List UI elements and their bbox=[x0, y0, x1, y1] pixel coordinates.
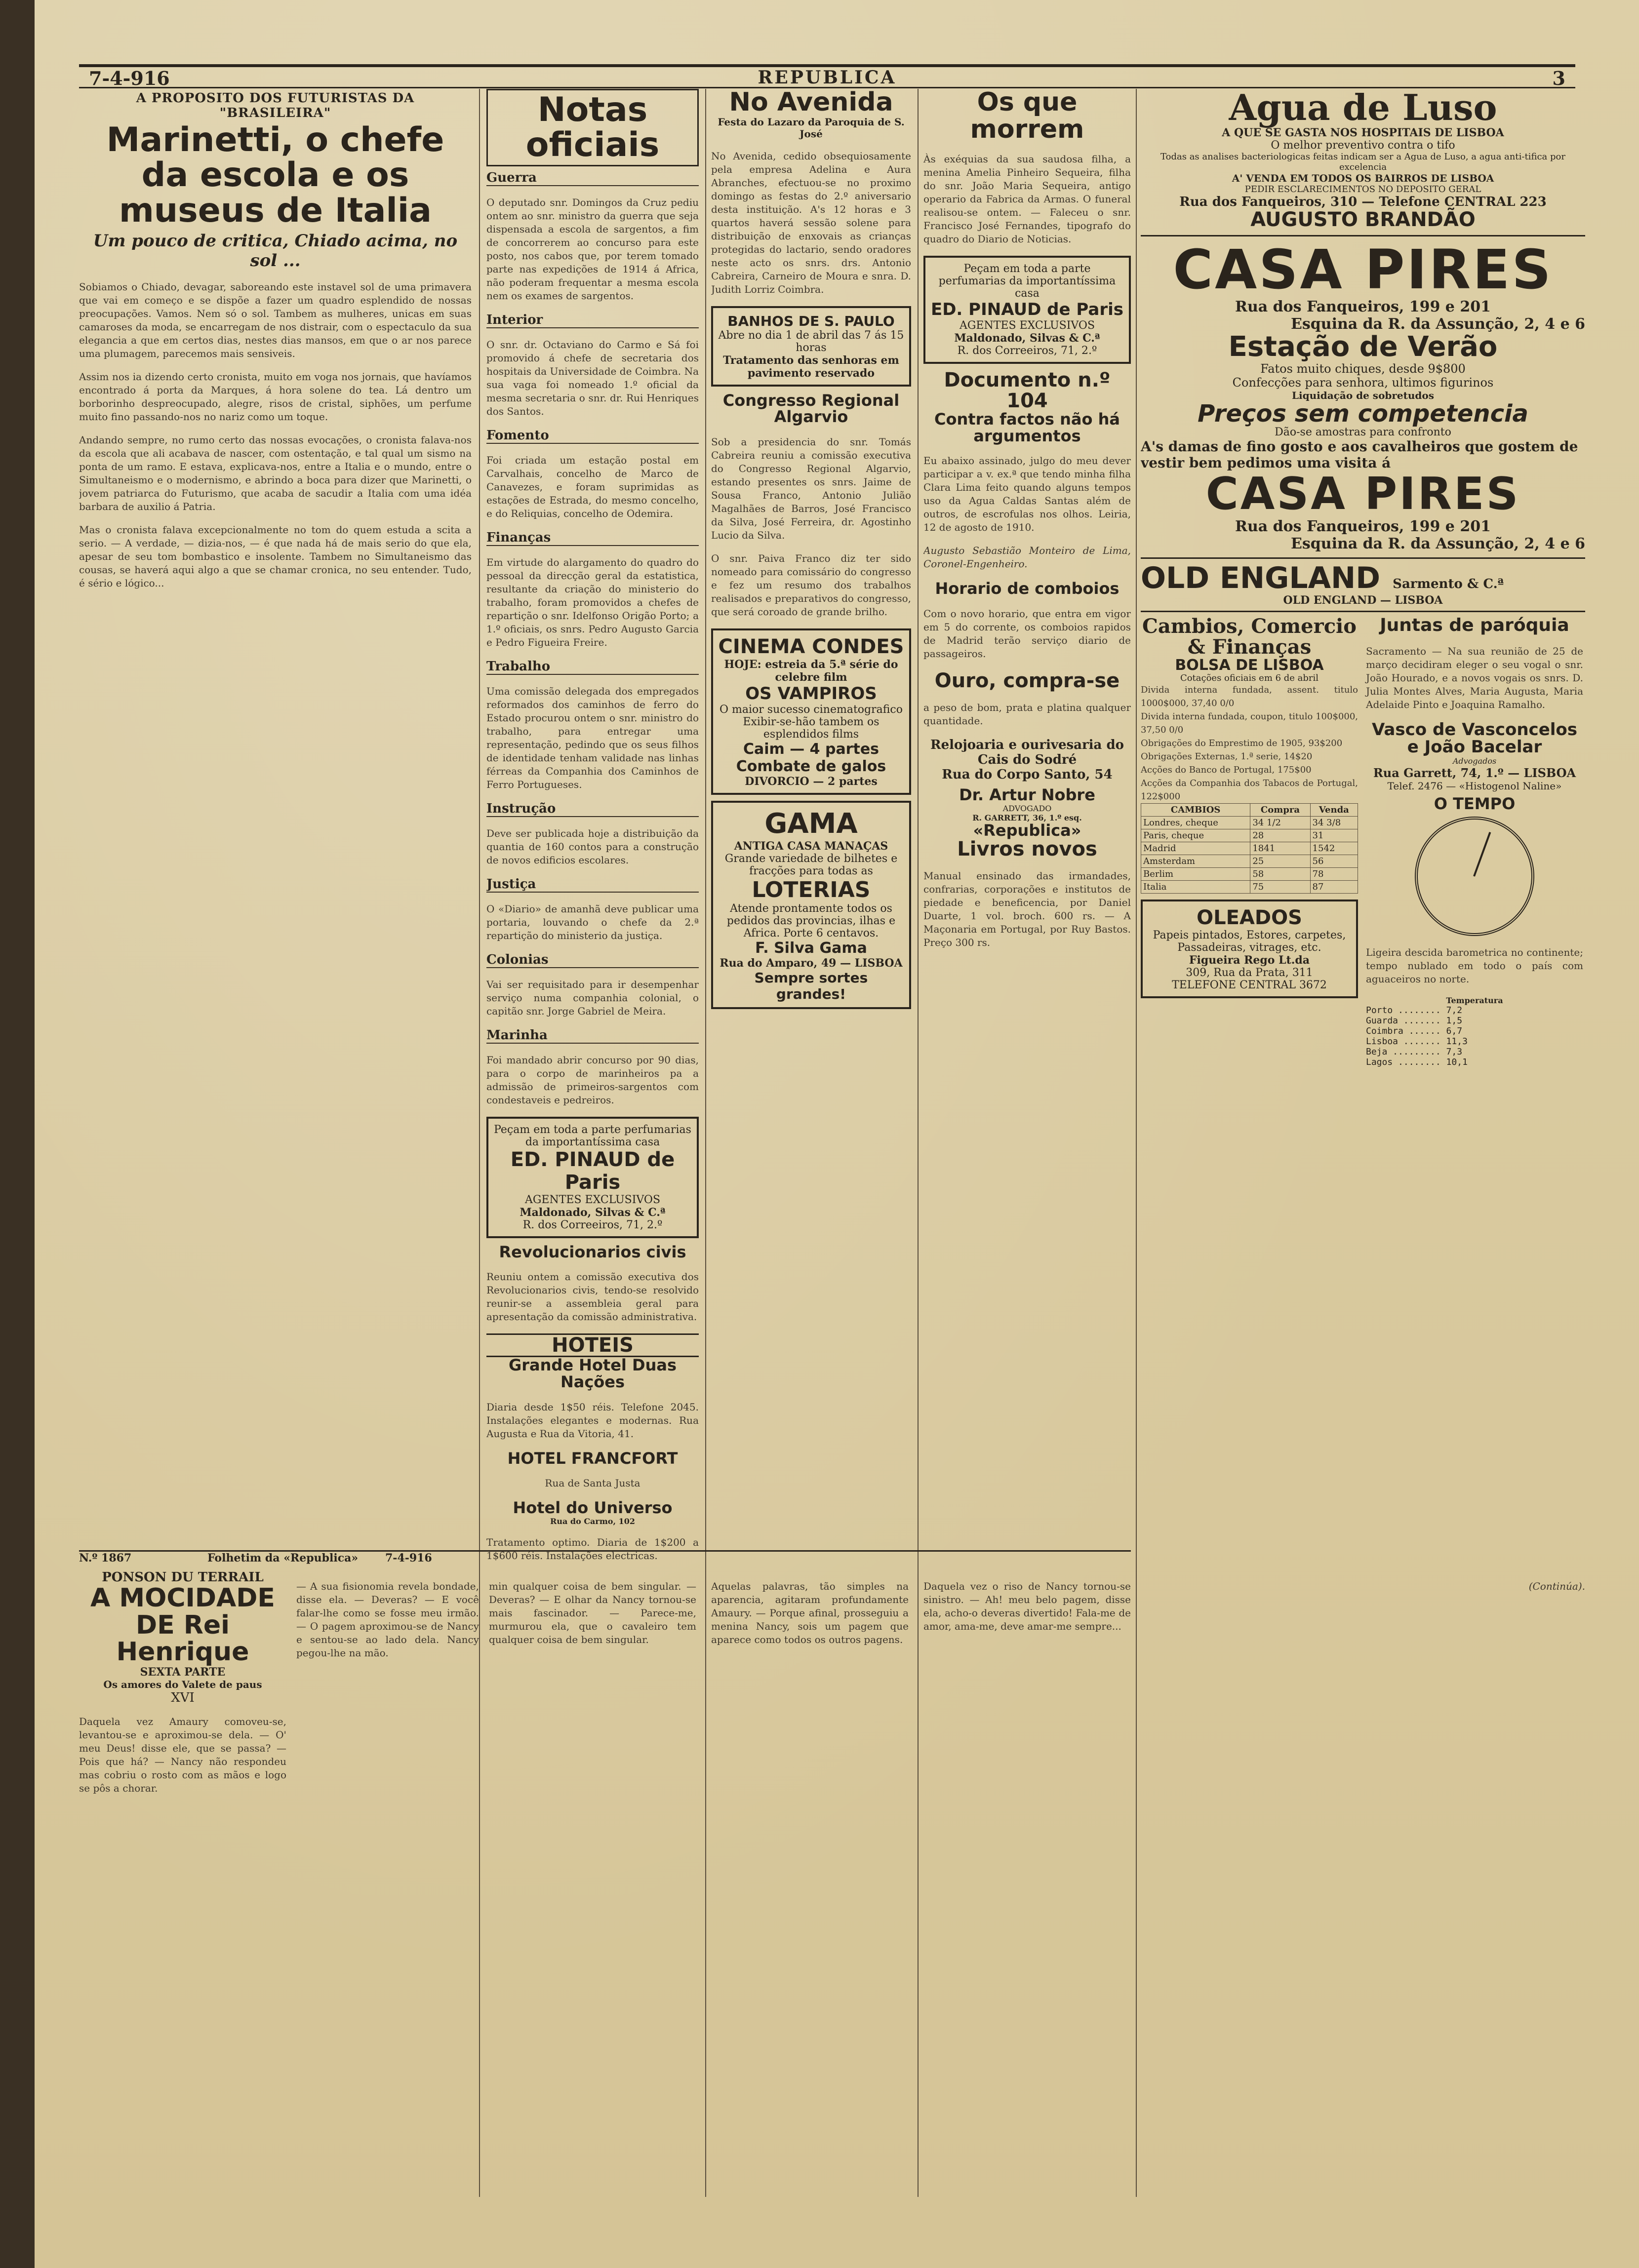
oleados-ad bbox=[1141, 899, 1358, 998]
pinaud-line: Maldonado, Silvas & C.ª bbox=[954, 332, 1100, 345]
gama-loterias: LOTERIAS bbox=[752, 877, 871, 902]
rates-row bbox=[1141, 817, 1358, 829]
pinaud-line: AGENTES EXCLUSIVOS bbox=[959, 319, 1095, 332]
serial-col-2 bbox=[296, 1570, 479, 2187]
serial-col-6 bbox=[1348, 1570, 1585, 2187]
luso-line: Todas as analises bacteriologicas feitas indicam ser a Agua de Luso, a agua anti-tifica por excelencia bbox=[1160, 151, 1565, 172]
rates-row bbox=[1141, 881, 1358, 894]
pinaud-ad bbox=[486, 1117, 699, 1238]
pires-line: Liquidação de sobretudos bbox=[1291, 389, 1435, 401]
luso-ad bbox=[1141, 89, 1585, 236]
oleados-line: 309, Rua da Prata, 311 bbox=[1186, 967, 1313, 979]
vasco-telephone: Telef. 2476 — «Histogenol Naline» bbox=[1387, 780, 1562, 792]
gama-signature: F. Silva Gama bbox=[755, 939, 867, 957]
rates-row bbox=[1141, 829, 1358, 842]
article-paragraph: Andando sempre, no rumo certo das nossas evocações, o cronista falava-nos da escola que ali acabava de nascer, com ostentação, e tal qual um sismo na ponta de um ramo. E estava, explicava-nos, entre a Italia e o mundo, entre o Simultaneismo e o modernismo, e abrindo a boca para dizer que Marinetti, o jovem patriarca do Futurismo, que acaba de sacudir a Italia com uma idéa barbara de auxilio á Patria. bbox=[79, 434, 472, 513]
notas-section-title: Interior bbox=[486, 313, 699, 328]
strip-number: N.º 1867 bbox=[79, 1552, 132, 1564]
rates-cell: 56 bbox=[1310, 855, 1358, 868]
bolsa-title: BOLSA DE LISBOA bbox=[1175, 656, 1324, 674]
oleados-line: Papeis pintados, Estores, carpetes, Passadeiras, vitrages, etc. bbox=[1153, 929, 1346, 954]
column-avenida bbox=[711, 89, 911, 1669]
luso-line: AUGUSTO BRANDÃO bbox=[1250, 208, 1476, 231]
cinema-line: Exibir-se-hão tambem os esplendidos films bbox=[743, 715, 879, 741]
gama-address: Rua do Amparo, 49 — LISBOA bbox=[720, 956, 903, 970]
pires-title-2: CASA PIRES bbox=[1205, 468, 1520, 520]
cambios-block bbox=[1141, 616, 1358, 1067]
gama-slogan: Sempre sortes grandes! bbox=[754, 969, 868, 1002]
article-kicker: A PROPOSITO DOS FUTURISTAS DA "BRASILEIRA" bbox=[136, 91, 415, 120]
rates-row bbox=[1141, 855, 1358, 868]
hotel-subtitle: Rua do Carmo, 102 bbox=[550, 1516, 635, 1526]
nobre-subtitle: ADVOGADO bbox=[1002, 803, 1052, 813]
rates-cell: 75 bbox=[1250, 881, 1310, 894]
pires-address: Esquina da R. da Assunção, 2, 4 e 6 bbox=[1291, 535, 1585, 552]
serial-paragraph: min qualquer coisa de bem singular. — Deveras? — E olhar da Nancy tornou-se mais fascinador. — Parece-me, murmurou ela, que o cavaleiro tem qualquer coisa de bem singular. bbox=[489, 1580, 696, 1645]
serial-continues: (Continúa). bbox=[1528, 1580, 1585, 1592]
notas-section-text: Vai ser requisitado para ir desempenhar serviço numa companhia colonial, o capitão snr. Jorge Gabriel de Meira. bbox=[486, 978, 699, 1017]
cinema-line: O maior sucesso cinematografico bbox=[720, 703, 903, 716]
rates-cell: 31 bbox=[1310, 829, 1358, 842]
congresso-title: Congresso Regional Algarvio bbox=[722, 391, 900, 427]
pires-pitch: A's damas de fino gosto e aos cavalheiros que gostem de vestir bem pedimos uma visita á bbox=[1141, 438, 1578, 471]
luso-subtitle: A QUE SE GASTA NOS HOSPITAIS DE LISBOA bbox=[1222, 126, 1504, 139]
pires-address: Esquina da R. da Assunção, 2, 4 e 6 bbox=[1291, 315, 1585, 333]
temperature-rows bbox=[1366, 1005, 1583, 1067]
hotel-text: Diaria desde 1$50 réis. Telefone 2045. Instalações elegantes e modernas. Rua Augusta e Rua da Vitoria, 41. bbox=[486, 1401, 699, 1440]
column-notas-oficiais bbox=[486, 89, 699, 1669]
rates-cell: Madrid bbox=[1141, 842, 1250, 855]
oleados-line: Figueira Rego Lt.da bbox=[1189, 954, 1310, 967]
temperature-row: Lagos ........ 10,1 bbox=[1366, 1056, 1468, 1067]
livros-title: Livros novos bbox=[957, 838, 1097, 861]
serial-paragraph: Aquelas palavras, tão simples na aparencia, agitaram profundamente Amaury. — Porque afinal, prosseguiu a menina Nancy, sois um pagem que aparece como todos os outros pagens. bbox=[711, 1580, 909, 1645]
nobre-address: R. GARRETT, 36, 1.º esq. bbox=[972, 813, 1082, 822]
notas-section-title: Colonias bbox=[486, 952, 699, 968]
temperature-row: Guarda ....... 1,5 bbox=[1366, 1015, 1463, 1026]
cinema-title: CINEMA CONDES bbox=[718, 635, 904, 658]
gama-title: GAMA bbox=[764, 807, 858, 840]
ouro-text: a peso de bom, prata e platina qualquer quantidade. bbox=[923, 701, 1131, 727]
bolsa-lines bbox=[1141, 683, 1358, 803]
temperature-row: Coimbra ...... 6,7 bbox=[1366, 1025, 1463, 1036]
pinaud-line: R. dos Correeiros, 71, 2.º bbox=[957, 345, 1097, 357]
banhos-line: Abre no dia 1 de abril das 7 ás 15 horas bbox=[718, 329, 904, 354]
notas-section-title: Instrução bbox=[486, 801, 699, 817]
rates-cell: Berlim bbox=[1141, 868, 1250, 881]
rates-cell: Londres, cheque bbox=[1141, 817, 1250, 829]
rates-row bbox=[1141, 868, 1358, 881]
oleados-title: OLEADOS bbox=[1197, 906, 1302, 930]
masthead-date: 7-4-916 bbox=[89, 67, 170, 89]
notas-section-text: O snr. dr. Octaviano do Carmo e Sá foi promovido á chefe de secretaria dos hospitais da Universidade de Coimbra. Na sua vaga foi nomeado 1.º oficial da mesma secretaria o snr. dr. Rui Henriques dos Santos. bbox=[486, 338, 699, 417]
luso-line: PEDIR ESCLARECIMENTOS NO DEPOSITO GERAL bbox=[1244, 184, 1481, 195]
pinaud-title: ED. PINAUD de Paris bbox=[930, 300, 1123, 320]
juntas-block bbox=[1366, 616, 1583, 1067]
notas-section-title: Finanças bbox=[486, 530, 699, 546]
serial-title: A MOCIDADE DE Rei Henrique bbox=[90, 1583, 275, 1667]
avenida-text: No Avenida, cedido obsequiosamente pela empresa Adelina e Aura Abranches, efectuou-se no proximo domingo as festas do 2.º aniversario desta instituição. A's 12 horas e 3 quartos haverá sessão solene para distribuição de enxovais as crianças protegidas do lactario, sendo oradores neste acto os snrs. drs. Antonio Cabreira, Carneiro de Moura e snra. D. Judith Lorriz Coimbra. bbox=[711, 150, 911, 295]
pires-title: CASA PIRES bbox=[1173, 237, 1553, 301]
documento-title: Documento n.º 104 bbox=[944, 369, 1111, 413]
luso-title: Agua de Luso bbox=[1229, 89, 1497, 128]
barometer-needle bbox=[1473, 832, 1491, 877]
bolsa-line: Divida interna fundada, assent. titulo 1000$000, 37,40 0/0 bbox=[1141, 685, 1358, 709]
nobre-title: Dr. Artur Nobre bbox=[959, 785, 1095, 804]
notas-section-text: Foi criada um estação postal em Carvalhais, concelho de Marco de Canavezes, e foram suprimidas as estações de Estrada, do mesmo concelho, e do Reliquias, concelho de Odemira. bbox=[486, 454, 699, 519]
barometer-dial-icon bbox=[1415, 817, 1534, 936]
masthead-title: REPUBLICA bbox=[758, 67, 897, 88]
column-rule bbox=[479, 89, 480, 2197]
rates-cell: 1542 bbox=[1310, 842, 1358, 855]
pires-season: Estação de Verão bbox=[1228, 331, 1498, 363]
pinaud-line: Peçam em toda a parte perfumarias da importantíssima casa bbox=[494, 1123, 691, 1148]
oleados-line: TELEFONE CENTRAL 3672 bbox=[1172, 979, 1327, 992]
notas-section-title: Marinha bbox=[486, 1028, 699, 1044]
hoteis-banner: HOTEIS bbox=[486, 1333, 699, 1357]
horario-text: Com o novo horario, que entra em vigor em 5 do corrente, os comboios rapidos de Madrid terão serviço diario de passageiros. bbox=[923, 607, 1131, 660]
pires-slogan: Preços sem competencia bbox=[1198, 399, 1528, 428]
article-paragraph: Assim nos ia dizendo certo cronista, muito em voga nos jornais, que havíamos encontrado á porta da Marques, á hora solene do tea. Lá dentro um borborinho despreocupado, alegre, risos de cristal, siphões, um perfume muito fino passando-nos no nariz como um toque. bbox=[79, 371, 472, 423]
juntas-text: Sacramento — Na sua reunião de 25 de março decidiram eleger o seu vogal o snr. João Hourado, e a novos vogais os snrs. D. Julia Montes Alves, Maria Augusta, Maria Adelaide Pinto e Joaquina Ramalho. bbox=[1366, 645, 1583, 710]
strip-title: Folhetim da «Republica» bbox=[207, 1552, 359, 1564]
luso-line: A' VENDA EM TODOS OS BAIRROS DE LISBOA bbox=[1232, 172, 1494, 184]
avenida-subhead: Festa do Lazaro da Paroquia de S. José bbox=[718, 116, 905, 140]
hotel-text: Tratamento optimo. Diaria de 1$200 a 1$600 réis. Instalações electricas. bbox=[486, 1536, 699, 1562]
gama-text: Grande variedade de bilhetes e fracções para todas as bbox=[724, 852, 898, 877]
serial-col-1 bbox=[79, 1570, 286, 2187]
bolsa-line: Acções da Companhia dos Tabacos de Portugal, 122$000 bbox=[1141, 778, 1358, 802]
notas-section-text: Uma comissão delegada dos empregados reformados dos caminhos de ferro do Estado procurou ontem o snr. ministro do trabalho, para entregar uma representação, pedindo que os seus filhos de identidade tenham validade nas linhas férreas da Companhia dos Caminhos de Ferro Portugueses. bbox=[486, 685, 699, 790]
serial-chapter: XVI bbox=[171, 1690, 195, 1705]
republica-notice: «Republica» bbox=[973, 821, 1081, 840]
article-paragraph: Mas o cronista falava excepcionalmente no tom do quem estuda a scita a serio. — A verdade, — dizia-nos, — é que nada há de mais serio do que ela, apesar de seu tom bombastico e insolente. Tambem no Simultaneismo das cousas, se haverá aqui algo a que se chamar cronica, no seu entender. Tudo, é sério e lógico... bbox=[79, 524, 472, 589]
rates-cell: 34 3/8 bbox=[1310, 817, 1358, 829]
column-obituaries bbox=[923, 89, 1131, 1669]
hotel-text: Rua de Santa Justa bbox=[545, 1477, 640, 1489]
casa-pires-ad bbox=[1141, 236, 1585, 559]
masthead bbox=[79, 64, 1575, 88]
vasco-subtitle: Advogados bbox=[1452, 756, 1497, 766]
column-futurists bbox=[79, 89, 472, 1570]
pinaud-title: ED. PINAUD de Paris bbox=[510, 1148, 675, 1194]
strip-date: 7-4-916 bbox=[385, 1552, 432, 1564]
article-paragraph: Sobiamos o Chiado, devagar, saboreando este instavel sol de uma primavera que vai em começo e se dispõe a fazer um quadro esplendido de nossas preocupações. Vamos. Nem só o sol. Tambem as mulheres, unicas em suas camaroses da moda, se encarregam de nos distrair, com o espectaculo da sua elegancia a que em certos dias, nestes dias mansos, em que o ar nos parece uma plumagem, parecemos mais sensiveis. bbox=[79, 281, 472, 360]
binding-edge bbox=[0, 0, 35, 2268]
notas-section-text: Foi mandado abrir concurso por 90 dias, para o corpo de marinheiros pa a admissão de primeiros-sargentos com condestaveis e pedreiros. bbox=[486, 1054, 699, 1106]
livros-text: Manual ensinado das irmandades, confrarias, corporações e institutos de piedade e beneficencia, por Daniel Duarte, 1 vol. broch. 600 rs. — A Maçonaria em Portugal, por Ruy Bastos. Preço 300 rs. bbox=[923, 870, 1131, 949]
serial-part: SEXTA PARTE bbox=[140, 1665, 226, 1679]
documento-subtitle: Contra factos não há argumentos bbox=[934, 410, 1120, 445]
documento-text: Eu abaixo assinado, julgo do meu dever participar a v. ex.ª que tendo minha filha Clara Lima feito quando alguns tempos uso da Agua Caldas Santas além de outros, de escrofulas nos olhos. Leiria, 12 de agosto de 1910. bbox=[923, 455, 1131, 534]
rates-body bbox=[1141, 817, 1358, 894]
serial-paragraph: — A sua fisionomia revela bondade, disse ela. — Deveras? — E você falar-lhe como se fosse meu irmão. — O pagem aproximou-se de Nancy e sentou-se ao lado dela. Nancy pegou-lhe na mão. bbox=[296, 1580, 479, 1659]
serial-col-4 bbox=[711, 1570, 909, 2187]
gama-ad bbox=[711, 801, 911, 1009]
cambios-title: Cambios, Comercio & Finanças bbox=[1142, 614, 1357, 659]
pinaud-ad bbox=[923, 256, 1131, 364]
notas-section-title: Justiça bbox=[486, 877, 699, 893]
rates-header-cell: CAMBIOS bbox=[1141, 804, 1250, 817]
revolucionarios-title: Revolucionarios civis bbox=[499, 1242, 686, 1261]
column-ads bbox=[1141, 89, 1585, 1669]
column-rule bbox=[705, 89, 706, 2197]
luso-line: O melhor preventivo contra o tifo bbox=[1271, 139, 1455, 152]
serial-paragraph: Daquela vez o riso de Nancy tornou-se sinistro. — Ah! meu belo pagem, disse ela, acho-o deveras divertido! Fala-me de amor, ama-me, deve amar-me sempre... bbox=[923, 1580, 1131, 1632]
gama-text: Atende prontamente todos os pedidos das provincias, ilhas e Africa. Porte 6 centavos. bbox=[726, 902, 896, 939]
rates-row bbox=[1141, 842, 1358, 855]
rates-header bbox=[1141, 804, 1358, 817]
notas-section-title: Fomento bbox=[486, 428, 699, 444]
rates-cell: 87 bbox=[1310, 881, 1358, 894]
horario-title: Horario de comboios bbox=[935, 579, 1119, 598]
rates-cell: 58 bbox=[1250, 868, 1310, 881]
luso-line: Rua dos Fanqueiros, 310 — Telefone CENTRAL 223 bbox=[1179, 194, 1547, 209]
banhos-line: Tratamento das senhoras em pavimento reservado bbox=[723, 353, 899, 380]
rates-header-cell: Compra bbox=[1250, 804, 1310, 817]
folhetim-strip bbox=[79, 1550, 1131, 1566]
ouro-title: Ouro, compra-se bbox=[934, 669, 1120, 692]
pires-address: Rua dos Fanqueiros, 199 e 201 bbox=[1235, 517, 1491, 535]
revolucionarios-text: Reuniu ontem a comissão executiva dos Revolucionarios civis, tendo-se resolvido reunir-se a assembleia geral para apresentação da comissão administrativa. bbox=[486, 1271, 699, 1323]
serial-paragraph: Daquela vez Amaury comoveu-se, levantou-se e aproximou-se dela. — O' meu Deus! disse ele, que se passa? — Pois que há? — Nancy não respondeu mas cobriu o rosto com as mãos e logo se pôs a chorar. bbox=[79, 1715, 286, 1794]
ouro-address: Rua do Corpo Santo, 54 bbox=[942, 767, 1113, 782]
cinema-line: Combate de galos bbox=[736, 757, 886, 775]
bolsa-line: Divida interna fundada, coupon, titulo 100$000, 37,50 0/0 bbox=[1141, 711, 1358, 736]
hotel-title: Grande Hotel Duas Nações bbox=[508, 1356, 677, 1391]
temperature-row: Lisboa ....... 11,3 bbox=[1366, 1036, 1468, 1047]
pinaud-line: AGENTES EXCLUSIVOS bbox=[524, 1193, 661, 1206]
serial-author: PONSON DU TERRAIL bbox=[102, 1570, 264, 1585]
ouro-shop: Relojoaria e ourivesaria do Cais do Sodré bbox=[930, 737, 1124, 767]
rates-cell: 78 bbox=[1310, 868, 1358, 881]
pires-line: Confecções para senhora, ultimos figurinos bbox=[1232, 375, 1494, 390]
notas-section-title: Trabalho bbox=[486, 659, 699, 675]
old-england-ad bbox=[1141, 559, 1585, 612]
rates-header-cell: Venda bbox=[1310, 804, 1358, 817]
notas-section-text: Deve ser publicada hoje a distribuição da quantia de 160 contos para a construção de novos edificios escolares. bbox=[486, 827, 699, 866]
column-rule bbox=[1136, 89, 1137, 2197]
cinema-ad bbox=[711, 628, 911, 795]
banhos-title: BANHOS DE S. PAULO bbox=[727, 313, 895, 329]
tempo-text: Ligeira descida barometrica no continente; tempo nublado em todo o país com aguaceiros no norte. bbox=[1366, 946, 1583, 985]
pires-offer: Dão-se amostras para confronto bbox=[1275, 426, 1451, 439]
congresso-text: Sob a presidencia do snr. Tomás Cabreira reuniu a comissão executiva do Congresso Regional Algarvio, estando presentes os snrs. Jaime de Sousa Franco, Antonio Julião Magalhães de Barros, José Francisco da Silva, José Ferreira, dr. Agostinho Lucio da Silva. bbox=[711, 435, 911, 541]
pires-line: Fatos muito chiques, desde 9$800 bbox=[1260, 361, 1466, 376]
column-rule bbox=[918, 89, 919, 2197]
finance-row bbox=[1141, 616, 1585, 1067]
notas-section-text: O deputado snr. Domingos da Cruz pediu ontem ao snr. ministro da guerra que seja dispensada a escola de sargentos, a fim de concorrerem ao concurso para este posto, nos cabos que, por terem tomado parte nas expedições de 1914 á Africa, não poderam frequentar a mesma escola nem os exames de sargentos. bbox=[486, 196, 699, 302]
temperature-title: Temperatura bbox=[1446, 995, 1503, 1005]
serial-col-5 bbox=[923, 1570, 1131, 2187]
rates-cell: 25 bbox=[1250, 855, 1310, 868]
article-headline: Marinetti, o chefe da escola e os museus de Italia bbox=[106, 120, 444, 230]
rates-cell: 28 bbox=[1250, 829, 1310, 842]
notas-section-title: Guerra bbox=[486, 170, 699, 186]
rates-cell: 34 1/2 bbox=[1250, 817, 1310, 829]
pires-address: Rua dos Fanqueiros, 199 e 201 bbox=[1235, 298, 1491, 316]
bolsa-subtitle: Cotações oficiais em 6 de abril bbox=[1180, 673, 1319, 684]
obituary-text: Às exéquias da sua saudosa filha, a menina Amelia Pinheiro Sequeira, filha do snr. João Maria Sequeira, antigo operario da Fabrica da Armas. O funeral realisou-se ontem. — Faleceu o snr. Francisco José Fernandes, tipografo do quadro do Diario de Noticias. bbox=[923, 153, 1131, 245]
notas-sections bbox=[486, 170, 699, 1107]
rates-cell: 1841 bbox=[1250, 842, 1310, 855]
hotel-title: Hotel do Universo bbox=[513, 1498, 673, 1518]
notas-section-text: Em virtude do alargamento do quadro do pessoal da direcção geral da estatistica, resultante da criação do ministerio do trabalho, foram promovidos a chefes de repartição o snr. Idelfonso Origão Porto; a 1.º oficiais, os snrs. Pedro Augusto Garcia e Pedro Figueira Freire. bbox=[486, 556, 699, 648]
cinema-line: Caim — 4 partes bbox=[743, 740, 879, 758]
vasco-address: Rua Garrett, 74, 1.º — LISBOA bbox=[1373, 765, 1576, 780]
rates-cell: Italia bbox=[1141, 881, 1250, 894]
oe-subtitle: Sarmento & C.ª bbox=[1393, 576, 1504, 591]
cinema-line: DIVORCIO — 2 partes bbox=[745, 775, 878, 788]
banhos-ad bbox=[711, 306, 911, 387]
oe-footer: OLD ENGLAND — LISBOA bbox=[1283, 593, 1443, 607]
rates-table bbox=[1141, 803, 1358, 894]
bolsa-line: Obrigações do Emprestimo de 1905, 93$200 bbox=[1141, 738, 1343, 749]
bolsa-line: Obrigações Externas, 1.ª serie, 14$20 bbox=[1141, 751, 1313, 762]
bolsa-line: Acções do Banco de Portugal, 175$00 bbox=[1141, 765, 1312, 776]
rates-cell: Amsterdam bbox=[1141, 855, 1250, 868]
serial-subtitle: Os amores do Valete de paus bbox=[103, 1678, 262, 1690]
pinaud-line: R. dos Correeiros, 71, 2.º bbox=[522, 1218, 663, 1231]
tempo-title: O TEMPO bbox=[1434, 794, 1516, 813]
masthead-page-number: 3 bbox=[1552, 67, 1565, 89]
serial-col-3 bbox=[489, 1570, 696, 2187]
temperature-row: Beja ......... 7,3 bbox=[1366, 1046, 1463, 1057]
oe-title: OLD ENGLAND bbox=[1141, 560, 1381, 595]
pinaud-line: Maldonado, Silvas & C.ª bbox=[520, 1206, 666, 1219]
rates-cell: Paris, cheque bbox=[1141, 829, 1250, 842]
cinema-line: HOJE: estreia da 5.ª série do celebre film bbox=[724, 658, 898, 684]
vasco-title: Vasco de Vasconcelos e João Bacelar bbox=[1371, 719, 1578, 757]
avenida-headline: No Avenida bbox=[729, 89, 893, 117]
congresso-text: O snr. Paiva Franco diz ter sido nomeado para comissário do congresso e fez um resumo dos trabalhos realisados e preparativos do congresso, que será coroado de grande brilho. bbox=[711, 552, 911, 618]
notas-headline: Notas oficiais bbox=[486, 89, 699, 166]
gama-subtitle: ANTIGA CASA MANAÇAS bbox=[734, 839, 888, 853]
obituary-headline: Os que morrem bbox=[970, 89, 1084, 144]
pinaud-line: Peçam em toda a parte perfumarias da importantíssima casa bbox=[938, 263, 1116, 300]
cinema-line: OS VAMPIROS bbox=[745, 683, 877, 704]
hotel-title: HOTEL FRANCFORT bbox=[507, 1448, 678, 1468]
juntas-title: Juntas de paróquia bbox=[1380, 615, 1569, 635]
documento-signature: Augusto Sebastião Monteiro de Lima, Coronel-Engenheiro. bbox=[923, 545, 1131, 570]
notas-section-text: O «Diario» de amanhã deve publicar uma portaria, louvando o chefe da 2.ª repartição do ministerio da justiça. bbox=[486, 902, 699, 941]
article-subhead: Um pouco de critica, Chiado acima, no sol ... bbox=[93, 231, 458, 271]
temperature-row: Porto ........ 7,2 bbox=[1366, 1005, 1463, 1016]
